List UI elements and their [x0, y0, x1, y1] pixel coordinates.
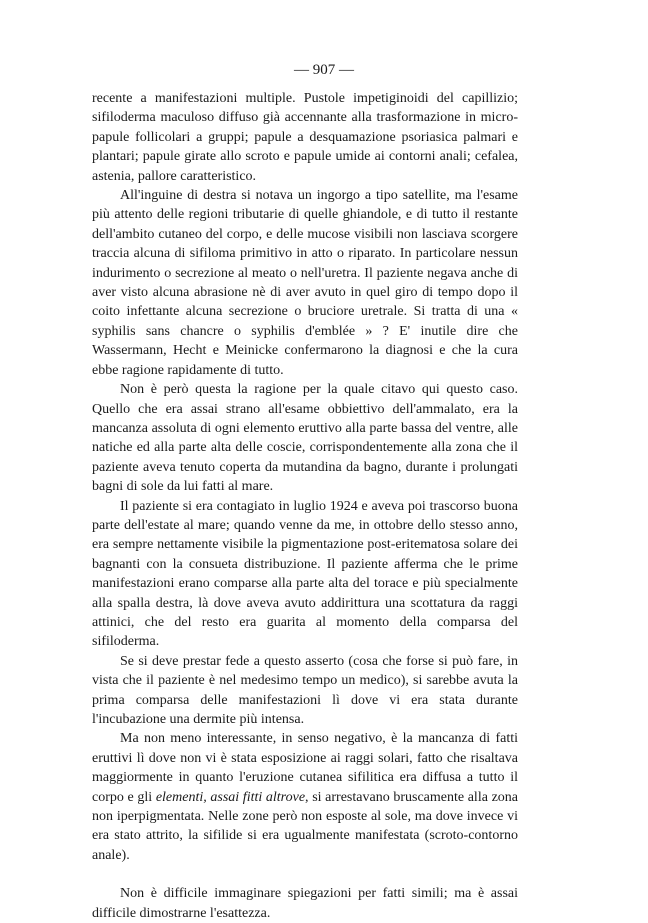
paragraph-1: recente a manifestazioni multiple. Pustole impetiginoidi del capillizio; sifiloderma maculoso diffuso già accennante alla trasformazione in micro-papule follicolari a gruppi; papule a desquamazione psoriasica palmari e plantari; papule girate allo scroto e papule umide ai contorni anali; cefalea, astenia, pallore caratteristico.: [92, 91, 518, 184]
paragraph-5: Se si deve prestar fede a questo asserto (cosa che forse si può fare, in vista che il paziente è nel medesimo tempo un medico), si sarebbe avuta la prima comparsa delle manifestazioni lì dove vi era stata durante l'incubazione una dermite più intensa.: [92, 653, 518, 727]
paragraph-7: Non è difficile immaginare spiegazioni per fatti simili; ma è assai difficile dimostrarne l'esattezza.: [92, 886, 518, 921]
paragraph-6-emphasis: elementi, assai fitti altrove: [155, 789, 306, 805]
paragraph-3: Non è però questa la ragione per la quale citavo qui questo caso. Quello che era assai strano all'esame obbiettivo dell'ammalato, era la mancanza assoluta di ogni elemento eruttivo alla parte bassa del ventre, alle natiche ed alla parte alta delle coscie, corrispondentemente alla zona che il paziente aveva tenuto coperta da mutandina da bagno, durante i prolungati bagni di sole da lui fatti al mare.: [92, 382, 518, 495]
paragraph-6: [92, 729, 518, 865]
paragraph-6-end: , si arrestavano bruscamente alla zona non iperpigmentata. Nelle zone però non esposte al sole, ma dove invece vi era stato attrito, la sifilide si era ugualmente manifestata (scroto-contorno anale).: [92, 789, 518, 863]
paragraph-4: Il paziente si era contagiato in luglio 1924 e aveva poi trascorso buona parte dell'estate al mare; quando venne da me, in ottobre dello stesso anno, era sempre nettamente visibile la pigmentazione post-eritematosa solare dei bagnanti con la consueta distribuzione. Il paziente afferma che le prime manifestazioni erano comparse alla parte alta del torace e più specialmente alla spalla destra, là dove aveva avuto addirittura una scottatura da raggi attinici, che del resto era guarita al momento della comparsa del sifiloderma.: [92, 498, 518, 650]
page-number: — 907 —: [294, 62, 354, 78]
paragraph-2: All'inguine di destra si notava un ingorgo a tipo satellite, ma l'esame più attento delle regioni tributarie di quelle ghiandole, e di tutto il restante dell'ambito cutaneo del corpo, e delle mucose visibili non lasciava scorgere traccia alcuna di sifiloma primitivo in atto o riparato. In particolare nessun indurimento o secrezione al meato o nell'uretra. Il paziente negava anche di aver visto alcuna abrasione nè di aver avuto in quel giro di tempo dopo il coito infettante alcuna secrezione o bruciore uretrale. Si tratta di una « syphilis sans chancre o syphilis d'emblée » ? E' inutile dire che Wassermann, Hecht e Meinicke confermarono la diagnosi e che la cura ebbe ragione rapidamente di tutto.: [92, 188, 518, 378]
body-text: [92, 89, 518, 923]
paragraph-6-start: Ma non meno interessante, in senso negativo, è la mancanza di fatti eruttivi lì dove non vi è stata esposizione ai raggi solari, fatto che risaltava maggiormente in quanto l'eruzione cutanea sifilitica era diffusa a tutto il corpo e gli: [92, 731, 518, 805]
